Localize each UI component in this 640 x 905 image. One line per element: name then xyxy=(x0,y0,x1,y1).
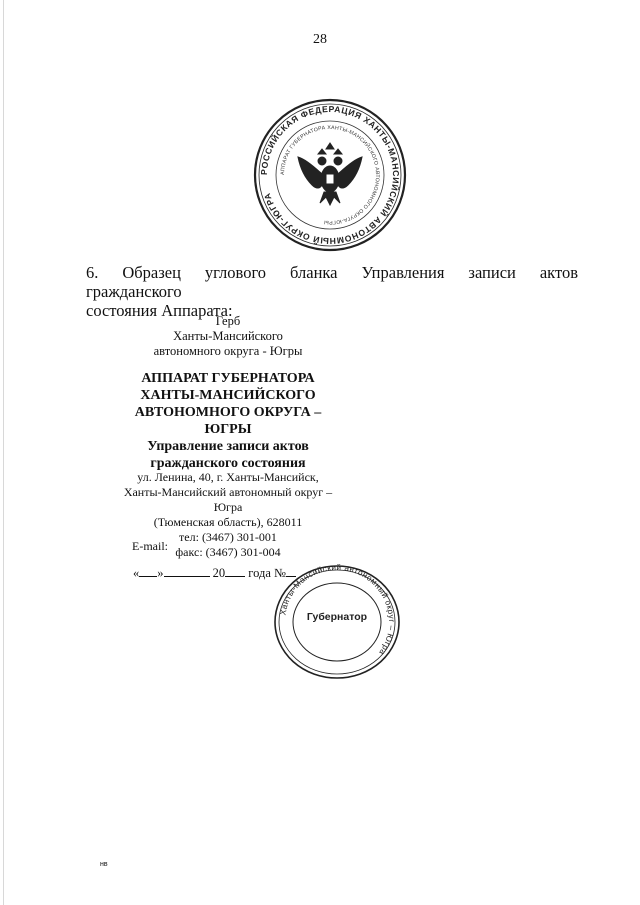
official-seal-stamp xyxy=(252,97,408,253)
stamp-center-text: Губернатор xyxy=(306,611,368,623)
seal-ring-text: РОССИЙСКАЯ ФЕДЕРАЦИЯ ХАНТЫ-МАНСИЙСКИЙ АВТОНОМНЫЙ ОКРУГ-ЮГРА xyxy=(258,103,402,247)
fax-line: факс: (3467) 301-004 xyxy=(175,545,281,559)
month-blank xyxy=(164,565,210,577)
year-blank xyxy=(225,565,245,577)
org-line-3: АВТОНОМНОГО ОКРУГА – ЮГРЫ xyxy=(134,405,322,437)
address-line-2: Ханты-Мансийский автономный округ – Югра xyxy=(123,485,333,514)
stamp-ring-text: Ханты-Мансийский автономный округ – Югра xyxy=(278,562,397,657)
phone-line: тел: (3467) 301-001 xyxy=(179,530,277,544)
year-number-label: года № xyxy=(248,566,286,580)
year-prefix: 20 xyxy=(212,566,226,580)
org-line-5: гражданского состояния xyxy=(150,456,306,471)
email-label: E-mail: xyxy=(132,539,168,553)
scan-edge xyxy=(3,0,4,905)
address-line-3: (Тюменская область), 628011 xyxy=(153,515,303,529)
item-6-line-2: состояния Аппарата: xyxy=(86,301,233,320)
day-blank xyxy=(139,565,157,577)
gerb-line-1: Герб xyxy=(215,314,241,328)
coat-of-arms-placeholder xyxy=(110,314,346,359)
address-line-1: ул. Ленина, 40, г. Ханты-Мансийск, xyxy=(137,470,319,484)
svg-text:Ханты-Мансийский автономный ок xyxy=(278,563,396,657)
eagle-emblem-icon xyxy=(298,143,362,205)
date-close-quote: » xyxy=(157,566,164,580)
seal-inner-text: АППАРАТ ГУБЕРНАТОРА ХАНТЫ-МАНСИЙСКОГО АВТОНОМНОГО ОКРУГА-ЮГРЫ xyxy=(279,124,381,226)
org-line-2: ХАНТЫ-МАНСИЙСКОГО xyxy=(140,388,316,403)
footer-mark: нв xyxy=(100,861,108,868)
gerb-line-2: Ханты-Мансийского xyxy=(173,329,283,343)
org-line-1: АППАРАТ ГУБЕРНАТОРА xyxy=(141,371,315,386)
organization-name xyxy=(110,370,346,472)
org-line-4: Управление записи актов xyxy=(147,439,309,454)
governor-stamp xyxy=(272,562,402,680)
item-6-line-1: 6. Образец углового бланка Управления записи актов гражданского xyxy=(86,263,578,301)
item-6-paragraph xyxy=(86,263,578,320)
page-number: 28 xyxy=(313,32,327,47)
gerb-line-3: автономного округа - Югры xyxy=(153,344,303,358)
date-open-quote: « xyxy=(133,566,140,580)
